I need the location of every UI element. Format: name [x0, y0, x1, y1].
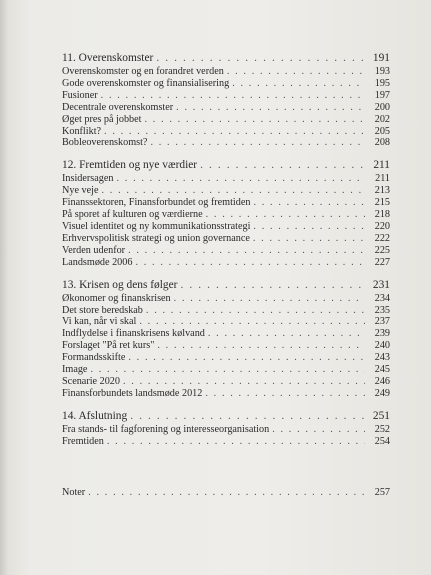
- dot-leader: [117, 173, 366, 185]
- toc-entry: [62, 305, 390, 317]
- dot-leader: [128, 352, 365, 364]
- entry-title: Scenarie 2020: [62, 375, 120, 387]
- dot-leader: [176, 102, 365, 114]
- entry-title: Insidersagen: [62, 173, 114, 185]
- chapter-title: 12. Fremtiden og nye værdier: [62, 159, 198, 172]
- entry-title: Øget pres på jobbet: [62, 113, 142, 125]
- page-number: 235: [374, 304, 390, 316]
- dot-leader: [102, 185, 366, 197]
- entry-title: Konflikt?: [62, 125, 102, 137]
- toc-entry: [62, 209, 390, 221]
- dot-leader: [146, 305, 365, 317]
- page-number: 240: [374, 340, 390, 352]
- toc-entry: [62, 364, 390, 376]
- toc-entry: [62, 293, 390, 305]
- dot-leader: [156, 52, 365, 65]
- entry-title: Formandsskifte: [62, 352, 126, 364]
- page-number: 195: [374, 77, 390, 89]
- page-number: 234: [374, 292, 390, 304]
- dot-leader: [139, 316, 365, 328]
- toc-entry: [62, 424, 390, 436]
- dot-leader: [130, 410, 365, 423]
- page-number: 213: [374, 185, 390, 197]
- toc-entry: [62, 352, 390, 364]
- toc-entry: [62, 126, 390, 138]
- entry-title: Verden udenfor: [62, 244, 126, 256]
- dot-leader: [253, 221, 365, 233]
- toc-entry: [62, 78, 390, 90]
- dot-leader: [232, 78, 365, 90]
- entry-title: Erhvervspolitisk strategi og union governance: [62, 232, 250, 244]
- toc-entry: [62, 137, 390, 149]
- dot-leader: [253, 197, 365, 209]
- page-number: 222: [374, 232, 390, 244]
- entry-title: Finanssektoren, Finansforbundet og fremtiden: [62, 197, 251, 209]
- entry-title: Økonomer og finanskrisen: [62, 292, 171, 304]
- page-number: 251: [372, 409, 390, 422]
- dot-leader: [104, 126, 365, 138]
- toc-entry: [62, 340, 390, 352]
- chapter-heading: [62, 410, 390, 423]
- entry-title: Fremtiden: [62, 435, 104, 447]
- page-number: 252: [374, 423, 390, 435]
- page-number: 227: [374, 256, 390, 268]
- toc-entry: [62, 233, 390, 245]
- dot-leader: [88, 487, 365, 499]
- page-number: 239: [374, 328, 390, 340]
- page-number: 202: [374, 113, 390, 125]
- dot-leader: [272, 424, 365, 436]
- page-number: 208: [374, 137, 390, 149]
- toc-section-12: [62, 159, 390, 268]
- toc-entry: [62, 173, 390, 185]
- page-number: 211: [375, 173, 390, 185]
- page-number: 220: [374, 220, 390, 232]
- entry-title: Gode overenskomster og finansialisering: [62, 77, 230, 89]
- chapter-title: 13. Krisen og dens følger: [62, 278, 178, 291]
- entry-title: Indflydelse i finanskrisens kølvand: [62, 328, 205, 340]
- entry-title: Noter: [62, 487, 86, 498]
- page-number: 218: [374, 209, 390, 221]
- toc-entry: [62, 114, 390, 126]
- toc-entry: [62, 102, 390, 114]
- chapter-heading: [62, 52, 390, 65]
- entry-title: Forslaget "På ret kurs": [62, 340, 155, 352]
- toc-entry: [62, 436, 390, 448]
- toc-entry: [62, 257, 390, 269]
- dot-leader: [174, 293, 365, 305]
- page-number: 200: [374, 101, 390, 113]
- entry-title: Image: [62, 364, 88, 376]
- dot-leader: [253, 233, 365, 245]
- entry-title: På sporet af kulturen og værdierne: [62, 209, 203, 221]
- dot-leader: [205, 388, 365, 400]
- toc-entry: [62, 90, 390, 102]
- chapter-title: 11. Overenskomster: [62, 52, 154, 64]
- page-number: 231: [372, 278, 390, 291]
- entry-title: Overenskomster og en forandret verden: [62, 66, 224, 77]
- entry-title: Visuel identitet og ny kommunikationsstrategi: [62, 220, 251, 232]
- toc-notes: [62, 487, 390, 499]
- dot-leader: [128, 245, 365, 257]
- entry-title: Fusioner: [62, 89, 98, 101]
- dot-leader: [135, 257, 365, 269]
- dot-leader: [206, 209, 365, 221]
- dot-leader: [157, 340, 365, 352]
- toc-section-14: [62, 410, 390, 448]
- toc-entry: [62, 376, 390, 388]
- dot-leader: [208, 328, 365, 340]
- chapter-heading: [62, 279, 390, 292]
- page-number: 193: [374, 66, 390, 77]
- page-number: 225: [374, 244, 390, 256]
- entry-title: Decentrale overenskomster: [62, 101, 174, 113]
- page-number: 191: [372, 52, 390, 64]
- dot-leader: [107, 436, 365, 448]
- entry-title: Fra stands- til fagforening og interesseorganisation: [62, 423, 270, 435]
- chapter-title: 14. Afslutning: [62, 409, 128, 422]
- toc-entry: [62, 328, 390, 340]
- entry-title: Landsmøde 2006: [62, 256, 133, 268]
- page-number: 215: [374, 197, 390, 209]
- toc-entry: [62, 221, 390, 233]
- chapter-heading: [62, 159, 390, 172]
- page-number: 245: [374, 364, 390, 376]
- toc-entry: [62, 245, 390, 257]
- toc-entry: [62, 316, 390, 328]
- entry-title: Bobleoverenskomst?: [62, 137, 148, 149]
- page-number: 197: [374, 89, 390, 101]
- page-number: 237: [374, 316, 390, 328]
- page-number: 257: [374, 487, 390, 498]
- entry-title: Nye veje: [62, 185, 99, 197]
- entry-title: Det store beredskab: [62, 304, 143, 316]
- toc-section-11: [62, 52, 390, 149]
- dot-leader: [200, 159, 365, 172]
- dot-leader: [145, 114, 366, 126]
- dot-leader: [123, 376, 365, 388]
- page-number: 205: [374, 125, 390, 137]
- page-number: 243: [374, 352, 390, 364]
- toc-section-13: [62, 279, 390, 400]
- entry-title: Finansforbundets landsmøde 2012: [62, 387, 203, 399]
- dot-leader: [101, 90, 365, 102]
- dot-leader: [90, 364, 365, 376]
- dot-leader: [227, 66, 365, 78]
- dot-leader: [180, 279, 365, 292]
- toc-entry: [62, 185, 390, 197]
- table-of-contents: [62, 52, 390, 458]
- toc-entry: [62, 197, 390, 209]
- page-number: 211: [373, 159, 390, 172]
- toc-entry: [62, 66, 390, 78]
- dot-leader: [150, 137, 365, 149]
- page-number: 249: [374, 387, 390, 399]
- page-number: 254: [374, 435, 390, 447]
- toc-entry: [62, 388, 390, 400]
- page-number: 246: [374, 375, 390, 387]
- entry-title: Vi kan, når vi skal: [62, 316, 137, 328]
- toc-entry-notes: [62, 487, 390, 499]
